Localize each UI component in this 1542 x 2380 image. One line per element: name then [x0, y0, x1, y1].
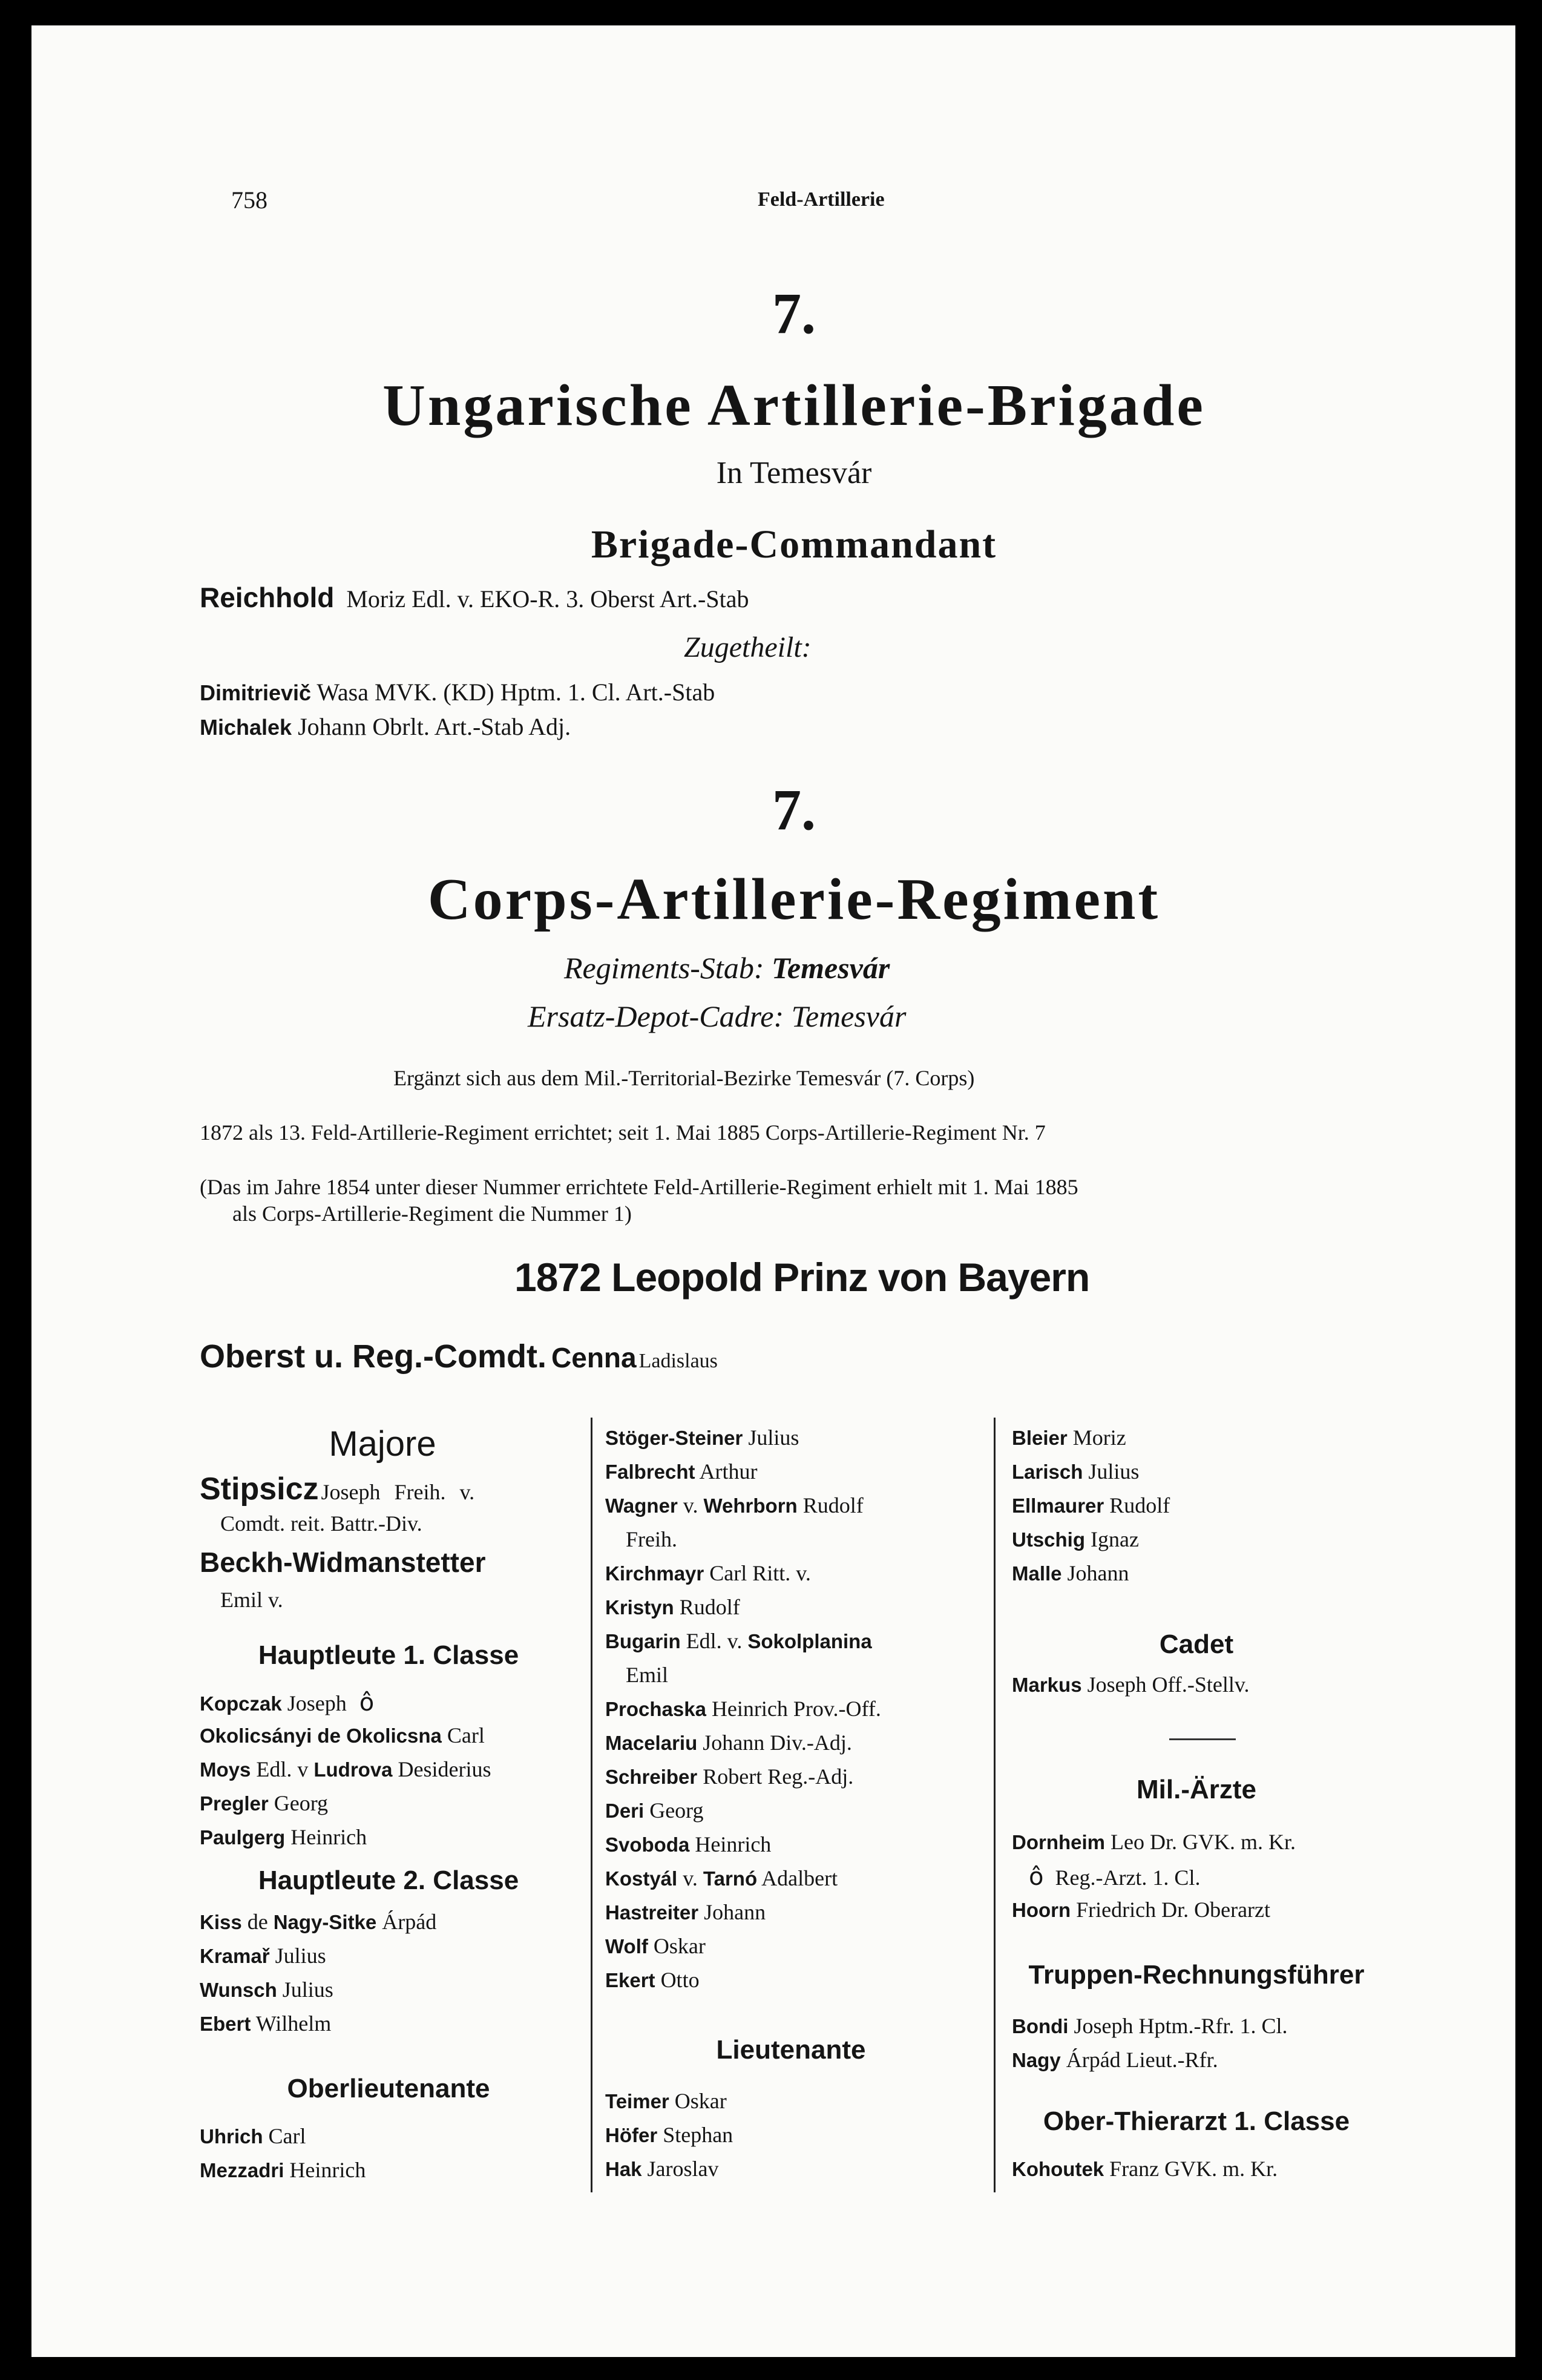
thierarzt-detail: Franz GVK. m. Kr. [1109, 2157, 1278, 2181]
col2-name: Ekert [605, 1969, 655, 1991]
column-rule-1 [591, 1418, 592, 2192]
assigned-detail-2: Johann Obrlt. Art.-Stab Adj. [298, 713, 571, 740]
col2-name: Bugarin [605, 1630, 681, 1652]
col2-detail: Heinrich Prov.-Off. [711, 1697, 881, 1721]
assigned-line-2 [200, 712, 571, 741]
col2-name: Wagner [605, 1494, 678, 1517]
h1-detail-4: Georg [274, 1791, 329, 1815]
commandant-detail: Moriz Edl. v. EKO-R. 3. Oberst Art.-Stab [346, 585, 749, 613]
brigade-location: In Temesvár [716, 456, 872, 490]
col2-row [605, 1933, 706, 1959]
col2-detail: Arthur [699, 1459, 758, 1484]
stipsicz-name: Stipsicz [200, 1471, 319, 1507]
regiment-staff-line [564, 950, 890, 985]
aerzte-row-2 [1029, 1863, 1200, 1891]
col2-name: Svoboda [605, 1833, 690, 1856]
h1-detail-2: Carl [447, 1723, 485, 1747]
thierarzt-heading: Ober-Thierarzt 1. Classe [1043, 2106, 1350, 2136]
brigade-number: 7. [772, 281, 816, 346]
col3-name: Larisch [1012, 1461, 1083, 1483]
note-line-2: als Corps-Artillerie-Regiment die Nummer 1) [232, 1202, 632, 1226]
stipsicz-line2: Comdt. reit. Battr.-Div. [220, 1511, 422, 1536]
regiment-staff-location: Temesvár [771, 951, 890, 985]
decoration-icon: ô [359, 1689, 375, 1717]
col3-name: Malle [1012, 1562, 1062, 1585]
lt-row-3 [605, 2156, 719, 2181]
rechnung-detail-2: Árpád Lieut.-Rfr. [1066, 2048, 1218, 2072]
h2-row-3 [200, 1977, 333, 2002]
h1-name-2: Okolicsányi de Okolicsna [200, 1724, 442, 1747]
col3-row [1012, 1493, 1170, 1518]
assigned-heading: Zugetheilt: [684, 631, 812, 663]
col3-detail: Julius [1088, 1459, 1140, 1484]
col3-row [1012, 1560, 1129, 1586]
col2-detail: Johann [704, 1900, 766, 1924]
col2-detail: Oskar [653, 1934, 706, 1958]
h2-row-2 [200, 1943, 326, 1968]
lt-row-1 [605, 2088, 727, 2114]
h1-row-4 [200, 1790, 328, 1816]
brigade-commandant-heading: Brigade-Commandant [591, 522, 997, 567]
col2-name: Stöger-Steiner [605, 1427, 743, 1449]
running-header [231, 186, 1018, 216]
h1-name-1: Kopczak [200, 1692, 282, 1715]
oberlt-name-1: Uhrich [200, 2125, 263, 2148]
col2-name: Kirchmayr [605, 1562, 704, 1585]
h1-row-1 [200, 1689, 374, 1717]
col2-detail: Robert Reg.-Adj. [703, 1764, 854, 1789]
col2-row [605, 1560, 811, 1586]
commander-line [200, 1338, 718, 1375]
proprietor: 1872 Leopold Prinz von Bayern [514, 1255, 1090, 1300]
history-line: 1872 als 13. Feld-Artillerie-Regiment errichtet; seit 1. Mai 1885 Corps-Artillerie-Regiment Nr. 7 [200, 1120, 1046, 1145]
thierarzt-name: Kohoutek [1012, 2158, 1104, 2180]
h2-name-3: Wunsch [200, 1979, 277, 2001]
col2-row [626, 1527, 677, 1552]
aerzte-row-3 [1012, 1897, 1270, 1922]
h1-row-3 [200, 1757, 491, 1782]
page-number: 758 [231, 186, 267, 214]
col3-detail: Moriz [1072, 1425, 1126, 1450]
commander-given: Ladislaus [638, 1350, 718, 1372]
col3-name: Utschig [1012, 1528, 1086, 1551]
oberlt-heading: Oberlieutenante [287, 2074, 490, 2103]
aerzte-detail-1: Leo Dr. GVK. m. Kr. [1111, 1830, 1296, 1854]
regiment-staff-label: Regiments-Stab: [564, 951, 764, 985]
h1-row-5 [200, 1824, 367, 1850]
decoration-icon: ô [1029, 1863, 1044, 1891]
aerzte-detail-3: Friedrich Dr. Oberarzt [1076, 1898, 1271, 1922]
col3-detail: Ignaz [1091, 1527, 1139, 1551]
col2-row [605, 1798, 704, 1823]
col2-detail: Julius [748, 1425, 799, 1450]
h2-row-4 [200, 2011, 331, 2036]
note-line-1: (Das im Jahre 1854 unter dieser Nummer errichtete Feld-Artillerie-Regiment erhielt mit 1. Mai 1885 [200, 1175, 1078, 1199]
brigade-title: Ungarische Artillerie-Brigade [382, 373, 1206, 438]
h1-detail2-3: Desiderius [398, 1757, 491, 1781]
h1-name-5: Paulgerg [200, 1826, 286, 1849]
cadet-detail: Joseph Off.-Stellv. [1087, 1672, 1250, 1697]
col2-name2: Sokolplanina [747, 1630, 872, 1652]
oberlt-detail-1: Carl [268, 2124, 306, 2148]
oberlt-detail-2: Heinrich [289, 2158, 366, 2182]
col3-row [1012, 1425, 1126, 1450]
col2-detail2: Adalbert [761, 1866, 838, 1890]
col2-row [605, 1730, 852, 1755]
col2-name: Hastreiter [605, 1901, 699, 1924]
h2-name-4: Ebert [200, 2013, 251, 2035]
oberlt-row-2 [200, 2157, 366, 2183]
h1-row-2 [200, 1723, 485, 1748]
rechnung-detail-1: Joseph Hptm.-Rfr. 1. Cl. [1074, 2014, 1288, 2038]
cadet-heading: Cadet [1159, 1629, 1234, 1659]
col2-row [605, 1628, 872, 1654]
h1-detail-5: Heinrich [290, 1825, 367, 1849]
commandant-line [200, 581, 749, 614]
h1-name-4: Pregler [200, 1792, 269, 1815]
lt-name-1: Teimer [605, 2090, 669, 2112]
col2-row [605, 1459, 758, 1484]
col2-detail: Edl. v. [686, 1629, 743, 1653]
assigned-name-2: Michalek [200, 715, 292, 740]
hauptleute2-heading: Hauptleute 2. Classe [258, 1866, 519, 1895]
aerzte-heading: Mil.-Ärzte [1137, 1775, 1256, 1804]
oberlt-row-1 [200, 2123, 306, 2149]
commandant-name: Reichhold [200, 582, 335, 613]
col2-detail: Heinrich [695, 1832, 772, 1856]
lt-row-2 [605, 2122, 733, 2148]
col2-name2: Tarnó [703, 1867, 758, 1890]
page [31, 25, 1515, 2357]
col2-row [605, 1425, 799, 1450]
regiment-depot-location: Temesvár [791, 999, 907, 1033]
col2-detail: Emil [626, 1663, 668, 1687]
lt-name-3: Hak [605, 2158, 642, 2180]
rechnung-name-1: Bondi [1012, 2015, 1069, 2037]
thierarzt-row [1012, 2156, 1278, 2181]
h2-detail-1: de [247, 1910, 268, 1934]
aerzte-detail-2: Reg.-Arzt. 1. Cl. [1055, 1866, 1201, 1890]
col2-detail: Carl Ritt. v. [709, 1561, 811, 1585]
stipsicz-line [200, 1471, 474, 1507]
column-rule-2 [994, 1418, 996, 2192]
col2-detail: v. [683, 1493, 698, 1517]
col3-name: Ellmaurer [1012, 1494, 1104, 1517]
h2-name-1: Kiss [200, 1911, 242, 1933]
recruit-line: Ergänzt sich aus dem Mil.-Territorial-Bezirke Temesvár (7. Corps) [393, 1066, 975, 1090]
col2-row [605, 1696, 881, 1721]
regiment-number: 7. [772, 777, 816, 842]
col2-name2: Wehrborn [703, 1494, 798, 1517]
commander-name: Cenna [551, 1342, 637, 1373]
h2-detail-2: Julius [275, 1944, 326, 1968]
col2-detail: v. [683, 1866, 698, 1890]
regiment-depot-line [528, 999, 906, 1034]
col2-name: Kostyál [605, 1867, 678, 1890]
assigned-line-1 [200, 678, 715, 706]
oberlt-name-2: Mezzadri [200, 2159, 284, 2181]
lt-name-2: Höfer [605, 2124, 658, 2146]
cadet-name: Markus [1012, 1674, 1082, 1696]
h2-row-1 [200, 1909, 436, 1935]
beckh-line2: Emil v. [220, 1588, 283, 1612]
lieutenante-heading: Lieutenante [716, 2035, 866, 2065]
col3-row [1012, 1527, 1139, 1552]
col2-detail2: Rudolf [802, 1493, 864, 1517]
h1-detail-1: Joseph [287, 1691, 347, 1715]
assigned-detail-1: Wasa MVK. (KD) Hptm. 1. Cl. Art.-Stab [317, 679, 715, 706]
lt-detail-1: Oskar [674, 2089, 727, 2113]
section-divider [1169, 1738, 1236, 1740]
col2-row [605, 1764, 853, 1789]
h2-detail-4: Wilhelm [255, 2011, 332, 2036]
h1-detail-3: Edl. v [256, 1757, 309, 1781]
h1-name2-3: Ludrova [313, 1758, 393, 1781]
col2-name: Macelariu [605, 1732, 698, 1754]
lt-detail-2: Stephan [663, 2123, 733, 2147]
col3-name: Bleier [1012, 1427, 1068, 1449]
col2-detail: Rudolf [679, 1595, 740, 1619]
col2-row [605, 1967, 700, 1993]
h2-name-2: Kramař [200, 1945, 270, 1967]
rechnung-name-2: Nagy [1012, 2049, 1061, 2071]
cadet-row [1012, 1672, 1250, 1697]
h2-name2-1: Nagy-Sitke [273, 1911, 377, 1933]
col3-row [1012, 1459, 1139, 1484]
h2-detail2-1: Árpád [382, 1910, 437, 1934]
col2-row [605, 1899, 766, 1925]
col2-row [605, 1866, 838, 1891]
hauptleute1-heading: Hauptleute 1. Classe [258, 1640, 519, 1670]
col2-name: Wolf [605, 1935, 648, 1958]
regiment-title: Corps-Artillerie-Regiment [427, 867, 1161, 932]
col2-row [605, 1594, 740, 1620]
col2-name: Prochaska [605, 1698, 706, 1720]
col2-row [626, 1662, 668, 1688]
aerzte-name-1: Dornheim [1012, 1831, 1106, 1853]
assigned-name-1: Dimitrievič [200, 680, 312, 705]
col2-detail: Johann Div.-Adj. [703, 1731, 852, 1755]
commander-label: Oberst u. Reg.-Comdt. [200, 1338, 547, 1375]
beckh-name: Beckh-Widmanstetter [200, 1547, 486, 1578]
aerzte-row-1 [1012, 1829, 1296, 1855]
h1-name-3: Moys [200, 1758, 251, 1781]
col2-name: Falbrecht [605, 1461, 695, 1483]
lt-detail-3: Jaroslav [647, 2157, 719, 2181]
regiment-depot-label: Ersatz-Depot-Cadre: [528, 999, 784, 1033]
col2-name: Kristyn [605, 1596, 674, 1619]
running-title: Feld-Artillerie [758, 188, 885, 211]
col2-detail: Freih. [626, 1527, 677, 1551]
col2-row [605, 1832, 771, 1857]
col3-detail: Rudolf [1109, 1493, 1170, 1517]
col2-row [605, 1493, 864, 1518]
col2-detail: Georg [649, 1798, 704, 1823]
col2-name: Deri [605, 1800, 645, 1822]
col2-detail: Otto [660, 1968, 700, 1992]
h2-detail-3: Julius [282, 1977, 333, 2002]
col3-detail: Johann [1067, 1561, 1129, 1585]
aerzte-name-3: Hoorn [1012, 1899, 1071, 1921]
col2-name: Schreiber [605, 1766, 698, 1788]
rechnung-row-1 [1012, 2013, 1288, 2039]
rechnung-row-2 [1012, 2047, 1218, 2073]
rechnung-heading: Truppen-Rechnungsführer [1028, 1960, 1365, 1990]
stipsicz-rest: Joseph Freih. v. [321, 1480, 475, 1504]
majore-heading: Majore [329, 1424, 436, 1464]
